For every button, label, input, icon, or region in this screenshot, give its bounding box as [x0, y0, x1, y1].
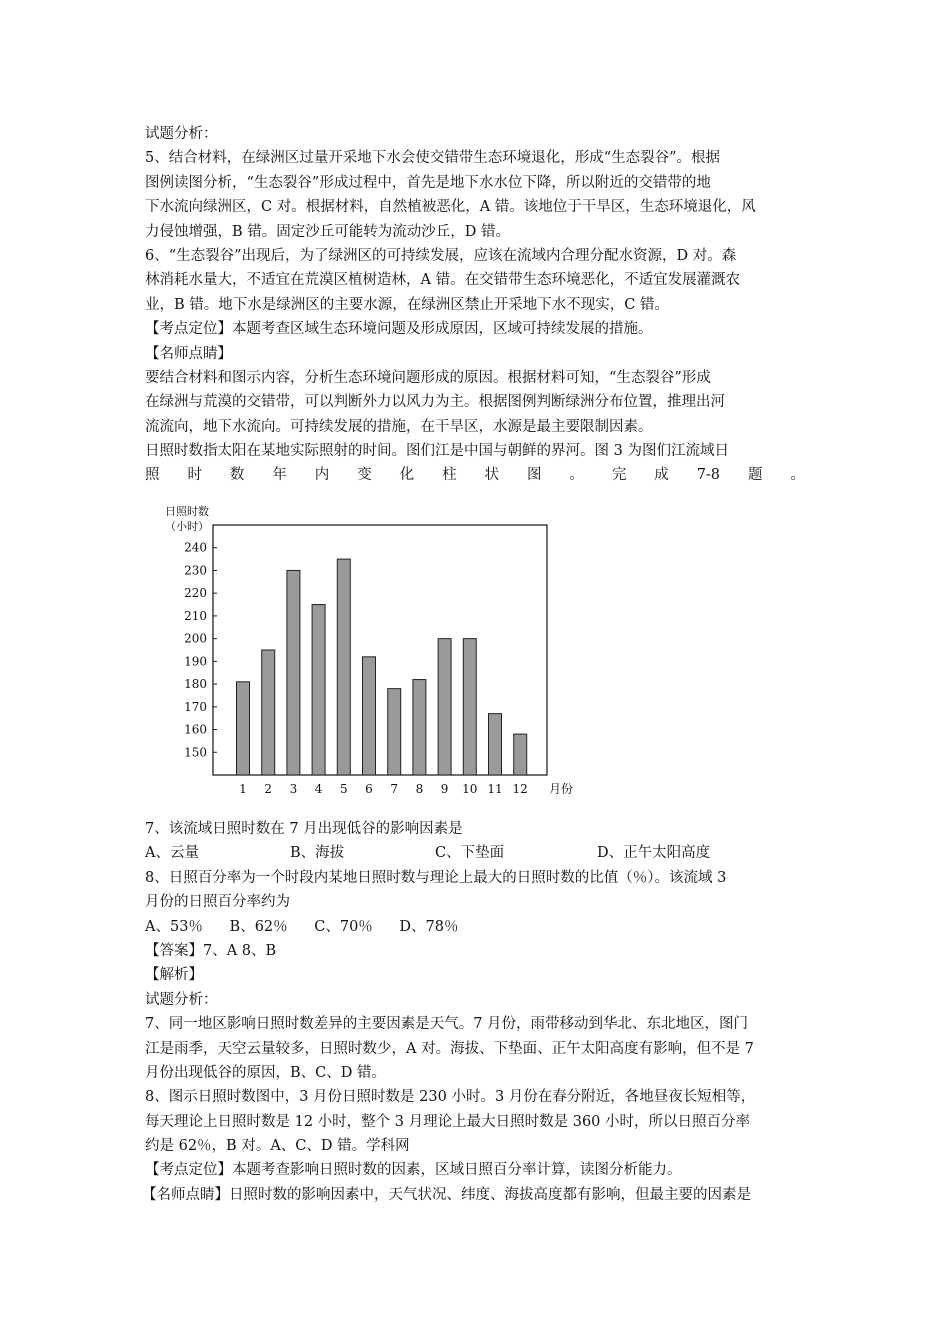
- y-tick-label: 210: [184, 608, 207, 623]
- q8-option-b: B、62％: [229, 918, 288, 935]
- text-line: 每天理论上日照时数是 12 小时，整个 3 月理论上最大日照时数是 360 小时，所以日照百分率: [145, 1113, 751, 1130]
- y-tick-label: 160: [184, 722, 207, 737]
- x-tick-label: 12: [512, 782, 528, 796]
- questions-block: [142, 817, 805, 1207]
- text-line: 要结合材料和图示内容，分析生态环境问题形成的原因。根据材料可知，“生态裂谷”形成: [145, 369, 711, 386]
- caption-char: 年: [272, 467, 287, 484]
- teacher-note-line: 【名师点睛】日照时数的影响因素中，天气状况、纬度、海拔高度都有影响，但最主要的因素是: [142, 1186, 751, 1203]
- caption-char: 柱: [442, 467, 457, 484]
- caption-char: 变: [357, 467, 372, 484]
- x-tick-label: 7: [390, 782, 399, 796]
- q7-option-a: A、云量: [145, 845, 199, 862]
- text-line: 江是雨季，天空云量较多，日照时数少，A 对。海拔、下垫面、正午太阳高度有影响，但不是 7: [145, 1040, 754, 1057]
- q8-option-a: A、53％: [145, 918, 203, 935]
- caption-char: 时: [187, 467, 202, 484]
- text-line: 流流向，地下水流向。可持续发展的措施，在干旱区，水源是最主要限制因素。: [145, 418, 653, 435]
- y-tick-label: 200: [184, 631, 207, 646]
- x-tick-label: 2: [264, 782, 273, 796]
- bar-month-1: [237, 682, 250, 775]
- bar-month-2: [262, 650, 275, 775]
- y-tick-label: 150: [184, 745, 207, 760]
- x-tick-label: 3: [289, 782, 298, 796]
- q8-stem-2: 月份的日照百分率约为: [145, 894, 290, 911]
- bar-month-11: [489, 714, 502, 775]
- caption-char: 成: [654, 467, 669, 484]
- y-tick-label: 190: [184, 654, 207, 669]
- justified-caption-line: [145, 463, 805, 487]
- text-line: 下水流向绿洲区，C 对。根据材料，自然植被恶化，A 错。该地位于干旱区，生态环境退化，风: [145, 199, 756, 216]
- y-tick-label: 240: [184, 540, 207, 555]
- caption-char: 内: [314, 467, 330, 484]
- caption-char: 题: [747, 467, 763, 484]
- x-axis-title: 月份: [549, 782, 574, 796]
- text-line: 月份出现低谷的原因，B、C、D 错。: [145, 1064, 386, 1081]
- q8-option-c: C、70％: [314, 918, 373, 935]
- x-tick-label: 1: [239, 782, 247, 796]
- bar-month-10: [463, 639, 476, 775]
- x-tick-label: 8: [415, 782, 424, 796]
- text-line: 业，B 错。地下水是绿洲区的主要水源，在绿洲区禁止开采地下水不现实，C 错。: [145, 296, 669, 313]
- text-line: 日照时数指太阳在某地实际照射的时间。图们江是中国与朝鲜的界河。图 3 为图们江流域日: [145, 443, 729, 460]
- bar-month-12: [514, 734, 527, 775]
- text-line: 【答案】7、A 8、B: [145, 942, 277, 959]
- bar-month-8: [413, 680, 426, 775]
- text-line: 8、图示日照时数图中，3 月份日照时数是 230 小时。3 月份在春分附近，各地昼夜长短相等，: [145, 1089, 756, 1106]
- bar-month-3: [287, 570, 300, 775]
- text-line: 5、结合材料，在绿洲区过量开采地下水会使交错带生态环境退化，形成“生态裂谷”。根据: [145, 150, 721, 167]
- q8-stem-1: 8、日照百分率为一个时段内某地日照时数与理论上最大的日照时数的比值（％）。该流域 3: [145, 869, 727, 886]
- caption-char: 。: [569, 467, 584, 484]
- y-tick-label: 220: [184, 586, 207, 601]
- text-line: 试题分析：: [145, 126, 218, 142]
- paragraph-block-bottom: [145, 939, 805, 1183]
- bar-month-5: [337, 559, 350, 775]
- document-body: [145, 122, 805, 488]
- text-line: 约是 62％，B 对。A、C、D 错。学科网: [145, 1138, 410, 1155]
- x-tick-label: 5: [339, 782, 348, 796]
- caption-char: 完: [611, 467, 627, 484]
- text-line: 【考点定位】本题考查区域生态环境问题及形成原因，区域可持续发展的措施。: [145, 321, 653, 338]
- x-tick-label: 10: [462, 782, 478, 796]
- bar-month-4: [312, 605, 325, 775]
- x-tick-label: 4: [314, 782, 323, 796]
- text-line: 【解析】: [145, 967, 203, 984]
- q7-option-d: D、正午太阳高度: [597, 845, 711, 862]
- text-line: 图例读图分析，“生态裂谷”形成过程中，首先是地下水水位下降，所以附近的交错带的地: [145, 174, 711, 191]
- caption-char: 化: [399, 467, 415, 484]
- sunshine-bar-chart: [155, 503, 575, 808]
- text-line: 在绿洲与荒漠的交错带，可以判断外力以风力为主。根据图例判断绿洲分布位置，推理出河: [145, 394, 725, 411]
- bar-month-9: [438, 639, 451, 775]
- q7-options: [145, 841, 805, 865]
- bar-month-7: [388, 689, 401, 775]
- y-tick-label: 230: [184, 563, 207, 578]
- q8-option-d: D、78％: [399, 918, 459, 935]
- paragraph-block-top: [145, 122, 805, 463]
- y-axis-title-line2: （小时）: [165, 520, 209, 533]
- x-tick-label: 6: [365, 782, 373, 796]
- caption-char: 。: [790, 467, 805, 484]
- q8-options: [145, 915, 805, 939]
- caption-char: 7-8: [696, 467, 721, 484]
- x-tick-label: 9: [440, 782, 449, 796]
- text-line: 7、同一地区影响日照时数差异的主要因素是天气。7 月份，雨带移动到华北、东北地区，图门: [145, 1016, 749, 1033]
- caption-char: 图: [526, 467, 542, 484]
- caption-char: 数: [229, 467, 245, 484]
- text-line: 力侵蚀增强，B 错。固定沙丘可能转为流动沙丘，D 错。: [145, 223, 510, 240]
- q7-option-c: C、下垫面: [435, 845, 505, 862]
- caption-char: 状: [484, 467, 499, 484]
- q7-stem: 7、该流域日照时数在 7 月出现低谷的影响因素是: [145, 821, 463, 837]
- y-axis-title-line1: 日照时数: [165, 505, 209, 518]
- y-tick-label: 180: [184, 677, 207, 692]
- y-tick-label: 170: [184, 699, 207, 714]
- text-line: 试题分析：: [145, 991, 218, 1008]
- caption-char: 照: [145, 467, 160, 484]
- bar-month-6: [363, 657, 376, 775]
- q7-option-b: B、海拔: [290, 845, 345, 862]
- text-line: 【考点定位】本题考查影响日照时数的因素，区域日照百分率计算，读图分析能力。: [145, 1162, 682, 1179]
- text-line: 【名师点睛】: [145, 345, 232, 362]
- x-tick-label: 11: [487, 782, 503, 796]
- text-line: 6、“生态裂谷”出现后，为了绿洲区的可持续发展，应该在流域内合理分配水资源，D 对。森: [145, 247, 737, 264]
- text-line: 林消耗水量大，不适宜在荒漠区植树造林，A 错。在交错带生态环境恶化，不适宜发展灌溉农: [145, 272, 741, 289]
